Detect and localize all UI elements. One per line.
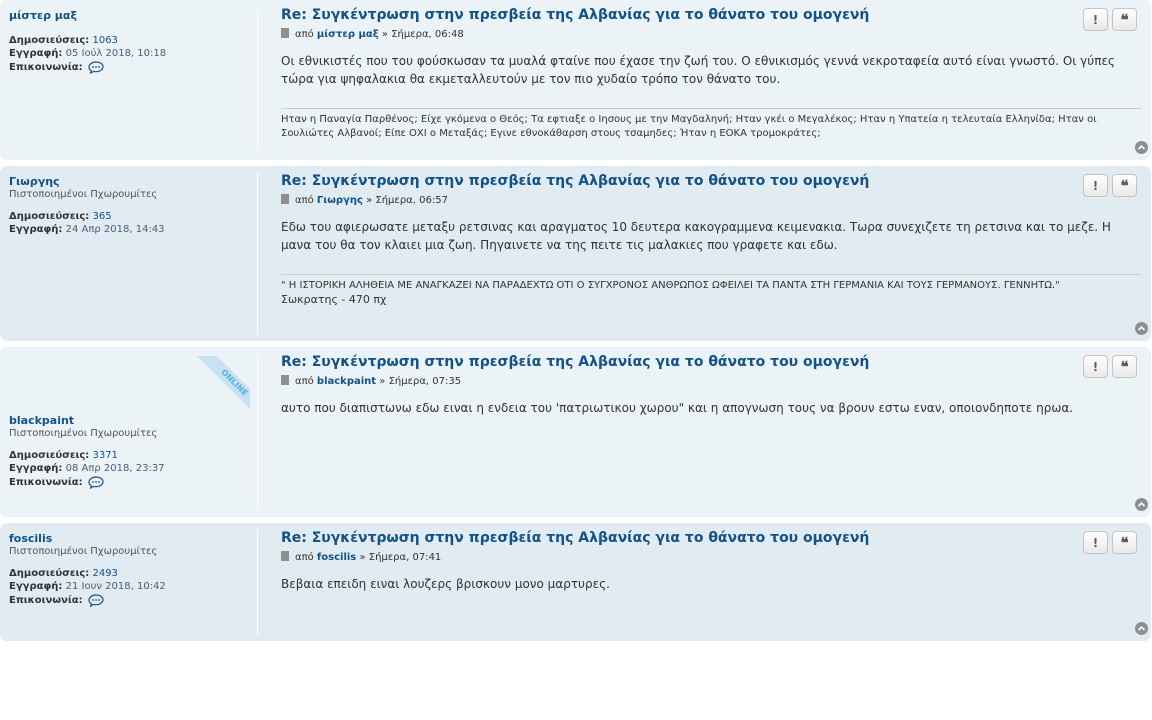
back-to-top-button[interactable] <box>1135 498 1148 511</box>
user-rank: Πιστοποιημένοι Πχωρουμίτες <box>9 428 158 439</box>
posts-label: Δημοσιεύσεις: <box>9 450 90 461</box>
contact-label: Επικοινωνία: <box>9 595 83 606</box>
contact-label: Επικοινωνία: <box>9 62 83 73</box>
joined-label: Εγγραφή: <box>9 224 63 235</box>
exclamation-icon: ! <box>1092 12 1099 27</box>
username-link[interactable]: blackpaint <box>9 414 75 427</box>
username-link[interactable]: Γιωργης <box>9 175 60 188</box>
post-time: » Σήμερα, 06:48 <box>381 29 464 40</box>
post-body <box>281 7 1143 141</box>
arrow-up-icon <box>1137 324 1146 333</box>
post-count-link[interactable]: 2493 <box>92 568 118 579</box>
post-title-link[interactable]: Re: Συγκέντρωση στην πρεσβεία της Αλβανίας για το θάνατο του ομογενή <box>281 7 870 23</box>
post-buttons <box>1083 355 1137 378</box>
joined-date: 08 Απρ 2018, 23:37 <box>65 463 165 474</box>
quote-button[interactable] <box>1112 355 1137 378</box>
post-divider <box>257 6 258 154</box>
post-document-icon[interactable] <box>281 194 289 204</box>
report-button[interactable] <box>1083 8 1108 31</box>
profile-stats <box>9 210 244 236</box>
post-time: » Σήμερα, 07:41 <box>359 552 442 563</box>
back-to-top-button[interactable] <box>1135 322 1148 335</box>
online-ribbon <box>192 356 250 414</box>
joined-label: Εγγραφή: <box>9 48 63 59</box>
post-author-link[interactable]: μίστερ μαξ <box>316 29 379 40</box>
joined-label: Εγγραφή: <box>9 581 63 592</box>
post <box>0 166 1151 341</box>
post-profile <box>9 175 244 236</box>
post-buttons <box>1083 531 1137 554</box>
report-button[interactable] <box>1083 174 1108 197</box>
joined-date: 21 Ιουν 2018, 10:42 <box>65 581 166 592</box>
post-signature <box>281 274 1141 307</box>
post-title-link[interactable]: Re: Συγκέντρωση στην πρεσβεία της Αλβανίας για το θάνατο του ομογενή <box>281 530 870 546</box>
contact-icon[interactable] <box>88 476 104 488</box>
post-content: Εδω του αφιερωσατε μεταξυ ρετσινας και αραγματος 10 δευτερα κακογραμμενα κειμενακια. Τωρα συνεχιζετε τη ρετσινα και το μεζε. Η μανα του θα τον κλαιει μια ζωη. Πηγαινετε να της πειτε τις μαλακιες που γραφετε και εδω. <box>281 220 1111 252</box>
arrow-up-icon <box>1137 500 1146 509</box>
signature-attribution: Σωκρατης - 470 πχ <box>281 293 387 306</box>
joined-date: 05 Ιούλ 2018, 10:18 <box>65 48 167 59</box>
quote-icon: ❝ <box>1120 10 1129 29</box>
post-meta <box>281 194 1143 206</box>
post-meta <box>281 28 1143 40</box>
joined-date: 24 Απρ 2018, 14:43 <box>65 224 165 235</box>
contact-icon[interactable] <box>88 61 104 73</box>
contact-icon[interactable] <box>88 594 104 606</box>
exclamation-icon: ! <box>1092 359 1099 374</box>
post-document-icon[interactable] <box>281 375 289 385</box>
username-link[interactable]: μίστερ μαξ <box>9 9 77 22</box>
post-content: Βεβαια επειδη ειναι λουζερς βρισκουν μονο μαρτυρες. <box>281 577 610 591</box>
quote-icon: ❝ <box>1120 357 1129 376</box>
user-rank: Πιστοποιημένοι Πχωρουμίτες <box>9 546 158 557</box>
signature-quote: " Η ΙΣΤΟΡΙΚΗ ΑΛΗΘΕΙΑ ΜΕ ΑΝΑΓΚΑΖΕΙ ΝΑ ΠΑΡΑΔΕΧΤΩ ΟΤΙ Ο ΣΥΓΧΡΟΝΟΣ ΑΝΘΡΩΠΟΣ ΩΦΕΙΛΕΙ ΤΑ ΠΑΝΤΑ ΣΤΗ ΓΕΡΜΑΝΙΑ ΚΑΙ ΤΟΥΣ ΓΕΡΜΑΝΟΥΣ. ΓΕΝΝΗΤΩ." <box>281 280 1060 291</box>
user-rank: Πιστοποιημένοι Πχωρουμίτες <box>9 189 158 200</box>
by-label: από <box>295 552 314 563</box>
post-profile <box>9 414 244 491</box>
post-divider <box>257 353 258 511</box>
contact-label: Επικοινωνία: <box>9 477 83 488</box>
post-count-link[interactable]: 3371 <box>92 450 118 461</box>
back-to-top-button[interactable] <box>1135 622 1148 635</box>
post-divider <box>257 529 258 635</box>
post-content: αυτο που διαπιστωνω εδω ειναι η ενδεια του 'πατριωτικου χωρου" και η απογνωση τους να βρουν εστω εναν, οποιονδηποτε ηρωα. <box>281 401 1074 415</box>
post-content: Οι εθνικιστές που του φούσκωσαν τα μυαλά φταίνε που έχασε την ζωή του. Ο εθνικισμός γεννά νεκροταφεία αυτό είναι γνωστό. Οι γύπες τώρα για ψηφαλακια θα εκμεταλλευτούν με τον πιο χυδαίο τρόπο τον θάνατο του. <box>281 54 1115 86</box>
quote-button[interactable] <box>1112 531 1137 554</box>
exclamation-icon: ! <box>1092 178 1099 193</box>
posts-label: Δημοσιεύσεις: <box>9 568 90 579</box>
post-buttons <box>1083 8 1137 31</box>
post-count-link[interactable]: 1063 <box>92 35 118 46</box>
quote-icon: ❝ <box>1120 533 1129 552</box>
post <box>0 0 1151 160</box>
arrow-up-icon <box>1137 624 1146 633</box>
profile-stats <box>9 567 244 609</box>
post <box>0 523 1151 641</box>
post-author-link[interactable]: blackpaint <box>316 376 377 387</box>
username-link[interactable]: foscilis <box>9 532 53 545</box>
post-title-link[interactable]: Re: Συγκέντρωση στην πρεσβεία της Αλβανίας για το θάνατο του ομογενή <box>281 173 870 189</box>
post-time: » Σήμερα, 06:57 <box>366 195 448 206</box>
post-document-icon[interactable] <box>281 551 289 561</box>
post-time: » Σήμερα, 07:35 <box>379 376 462 387</box>
posts-label: Δημοσιεύσεις: <box>9 35 90 46</box>
post-divider <box>257 172 258 335</box>
post-author-link[interactable]: Γιωργης <box>316 195 363 206</box>
post-signature: Ηταν η Παναγία Παρθένος; Είχε γκόμενα ο Θεός; Τα εφτιαξε ο Ιησους με την Μαγδαληνή; Ηταν γκέι ο Μεγαλέκος; Ηταν η Υπατεία η τελευταία Ελληνίδα; Ηταν οι Σουλιώτες Αλβανοί; Είπε ΟΧΙ ο Μεταξάς; Εγινε εθνοκάθαρση στους τσαμηδες; Ήταν η ΕΟΚΑ τρομοκράτες; <box>281 108 1141 141</box>
report-button[interactable] <box>1083 355 1108 378</box>
post-meta <box>281 375 1143 387</box>
quote-icon: ❝ <box>1120 176 1129 195</box>
post-buttons <box>1083 174 1137 197</box>
by-label: από <box>295 29 314 40</box>
post-body <box>281 354 1143 417</box>
arrow-up-icon <box>1137 143 1146 152</box>
post-document-icon[interactable] <box>281 28 289 38</box>
profile-stats <box>9 34 244 76</box>
exclamation-icon: ! <box>1092 535 1099 550</box>
post-title-link[interactable]: Re: Συγκέντρωση στην πρεσβεία της Αλβανίας για το θάνατο του ομογενή <box>281 354 870 370</box>
post-meta <box>281 551 1143 563</box>
post-profile <box>9 9 244 76</box>
post-body <box>281 530 1143 593</box>
report-button[interactable] <box>1083 531 1108 554</box>
quote-button[interactable] <box>1112 8 1137 31</box>
post-count-link[interactable]: 365 <box>92 211 112 222</box>
profile-stats <box>9 449 244 491</box>
joined-label: Εγγραφή: <box>9 463 63 474</box>
online-label: ONLINE <box>194 356 250 414</box>
by-label: από <box>295 195 314 206</box>
back-to-top-button[interactable] <box>1135 141 1148 154</box>
post-profile <box>9 532 244 609</box>
by-label: από <box>295 376 314 387</box>
post-author-link[interactable]: foscilis <box>316 552 357 563</box>
posts-label: Δημοσιεύσεις: <box>9 211 90 222</box>
post-body <box>281 173 1143 307</box>
post <box>0 347 1151 517</box>
quote-button[interactable] <box>1112 174 1137 197</box>
